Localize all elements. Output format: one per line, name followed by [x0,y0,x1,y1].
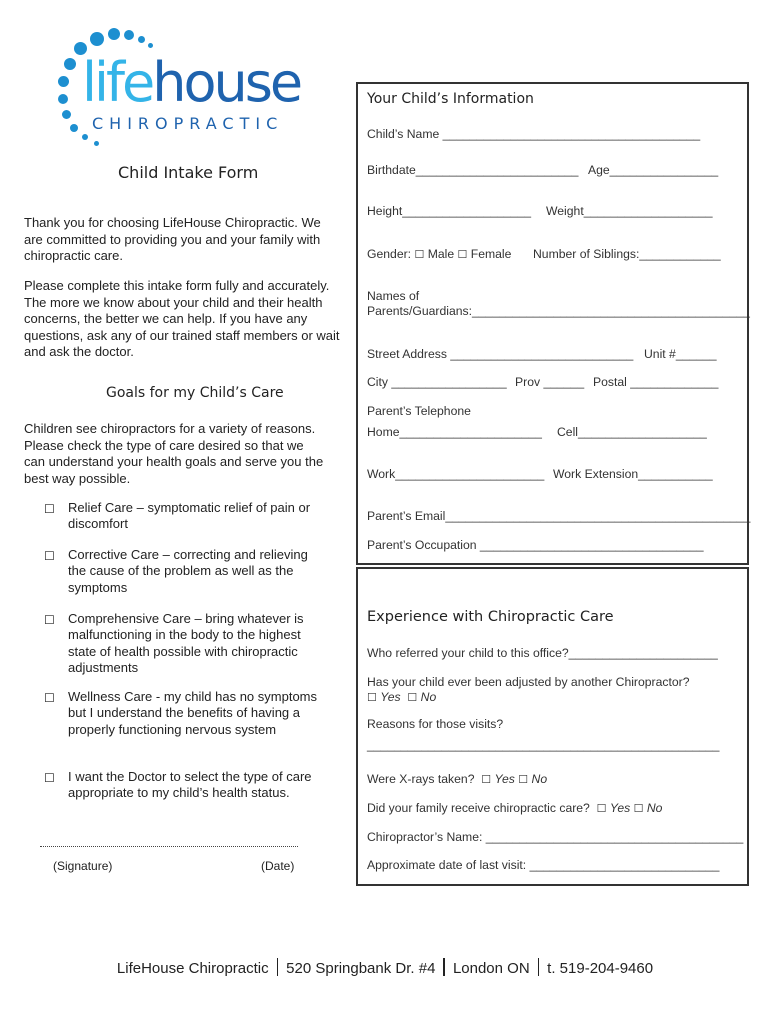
xrays-label: Were X-rays taken? [367,772,475,786]
chiropractor-name-field[interactable]: Chiropractor’s Name: ______________________________________ [367,830,744,844]
no-label: No [646,801,663,815]
unit-field[interactable]: Unit #______ [644,347,717,361]
last-visit-date-field[interactable]: Approximate date of last visit: ____________________________ [367,858,720,872]
no-label: No [531,772,548,786]
child-information-box [356,82,749,565]
form-title: Child Intake Form [118,163,259,182]
logo-dot [58,76,69,87]
checkbox-icon[interactable]: ☐ [44,502,55,516]
yes-label: Yes [494,772,515,786]
care-option-label: Wellness Care - my child has no symptoms but I understand the benefits of having a properly functioning nervous system [68,689,318,737]
city-field[interactable]: City _________________ [367,375,507,389]
adjusted-before-options [367,690,436,704]
birthdate-field[interactable]: Birthdate________________________ [367,163,579,177]
height-field[interactable]: Height___________________ [367,204,532,218]
care-option-relief[interactable] [44,500,324,533]
signature-label: (Signature) [53,859,113,873]
footer-divider [443,958,445,976]
logo-dot [94,141,99,146]
referred-by-field[interactable]: Who referred your child to this office?______________________ [367,646,718,660]
lifehouse-logo [52,28,312,153]
intro-paragraph-2: Please complete this intake form fully and accurately. The more we know about your child and their health concerns, the better we can help. If you have any questions, ask any of our trained staff members or wait and ask the doctor. [24,278,340,359]
parents-guardians-field[interactable]: Parents/Guardians:_________________________________________ [367,304,750,318]
no-label: No [420,690,437,704]
yes-label: Yes [380,690,401,704]
street-address-field[interactable]: Street Address ___________________________ [367,347,634,361]
reasons-label: Reasons for those visits? [367,717,504,731]
date-label: (Date) [261,859,295,873]
xrays-no-checkbox[interactable]: ☐ [518,774,529,786]
footer-company: LifeHouse Chiropractic [116,960,269,977]
goals-intro: Children see chiropractors for a variety of reasons. Please check the type of care desired so that we can understand your health goals and serve you the best way possible. [24,421,324,486]
age-field[interactable]: Age________________ [588,163,719,177]
checkbox-icon[interactable]: ☐ [44,691,55,705]
care-option-wellness[interactable] [44,689,322,738]
care-option-corrective[interactable] [44,547,314,596]
intro-paragraph-1: Thank you for choosing LifeHouse Chiropractic. We are committed to providing you and your family with chiropractic care. [24,215,321,263]
logo-dot [138,36,145,43]
work-phone-field[interactable]: Work______________________ [367,467,545,481]
checkbox-icon[interactable]: ☐ [44,613,55,627]
parents-email-field[interactable]: Parent’s Email_____________________________________________ [367,509,751,523]
prov-field[interactable]: Prov ______ [515,375,585,389]
xrays-yes-checkbox[interactable]: ☐ [481,774,492,786]
female-label: Female [470,247,512,261]
logo-dot [90,32,104,46]
footer-city: London ON [452,960,530,977]
home-phone-field[interactable]: Home_____________________ [367,425,542,439]
logo-dot [124,30,134,40]
logo-word-life: life [82,51,153,114]
footer-divider [277,958,279,976]
logo-dot [58,94,68,104]
logo-wordmark [82,51,301,114]
male-label: Male [427,247,455,261]
goals-title: Goals for my Child’s Care [106,385,284,401]
child-info-title: Your Child’s Information [367,91,534,107]
xrays-question [367,772,547,786]
experience-title: Experience with Chiropractic Care [367,609,614,625]
checkbox-icon[interactable]: ☐ [44,771,55,785]
care-option-label: I want the Doctor to select the type of care appropriate to my child’s health status. [68,769,312,801]
family-no-checkbox[interactable]: ☐ [633,803,644,815]
male-checkbox[interactable]: ☐ [414,249,425,261]
yes-label: Yes [609,801,631,815]
logo-dot [108,28,120,40]
work-extension-field[interactable]: Work Extension___________ [553,467,713,481]
adjusted-yes-checkbox[interactable]: ☐ [367,692,377,704]
cell-phone-field[interactable]: Cell___________________ [557,425,707,439]
childs-name-field[interactable]: Child’s Name ______________________________________ [367,127,701,141]
family-care-label: Did your family receive chiropractic care? [367,801,590,815]
care-option-label: Relief Care – symptomatic relief of pain or discomfort [68,500,311,532]
logo-dot [148,43,153,48]
footer-address: 520 Springbank Dr. #4 [286,960,436,977]
parents-telephone-label: Parent’s Telephone [367,404,471,418]
care-option-comprehensive[interactable] [44,611,319,676]
logo-dot [70,124,78,132]
weight-field[interactable]: Weight___________________ [546,204,713,218]
care-option-label: Corrective Care – correcting and relieving the cause of the problem as well as the symptoms [68,547,308,595]
adjusted-before-question: Has your child ever been adjusted by another Chiropractor? [367,675,690,689]
checkbox-icon[interactable]: ☐ [44,549,55,563]
female-checkbox[interactable]: ☐ [457,249,468,261]
family-care-question [367,801,662,815]
care-option-doctor-select[interactable] [44,769,312,802]
logo-dot [64,58,76,70]
footer-divider [538,958,540,976]
footer-phone: t. 519-204-9460 [547,960,654,977]
gender-field [367,247,511,261]
logo-word-house: house [152,51,301,114]
logo-subtitle: CHIROPRACTIC [92,114,284,133]
postal-field[interactable]: Postal _____________ [593,375,719,389]
signature-line[interactable] [40,846,298,847]
footer [0,958,770,977]
gender-label: Gender: [367,247,412,261]
reasons-field[interactable]: ____________________________________________________ [367,738,720,752]
logo-dot [62,110,71,119]
care-option-label: Comprehensive Care – bring whatever is malfunctioning in the body to the highest state of health possible with chiropractic adjustments [68,611,304,675]
siblings-field[interactable]: Number of Siblings:____________ [533,247,721,261]
adjusted-no-checkbox[interactable]: ☐ [407,692,418,704]
parents-occupation-field[interactable]: Parent’s Occupation _________________________________ [367,538,704,552]
names-of-label: Names of [367,289,420,303]
family-yes-checkbox[interactable]: ☐ [596,803,607,815]
logo-dot [82,134,88,140]
